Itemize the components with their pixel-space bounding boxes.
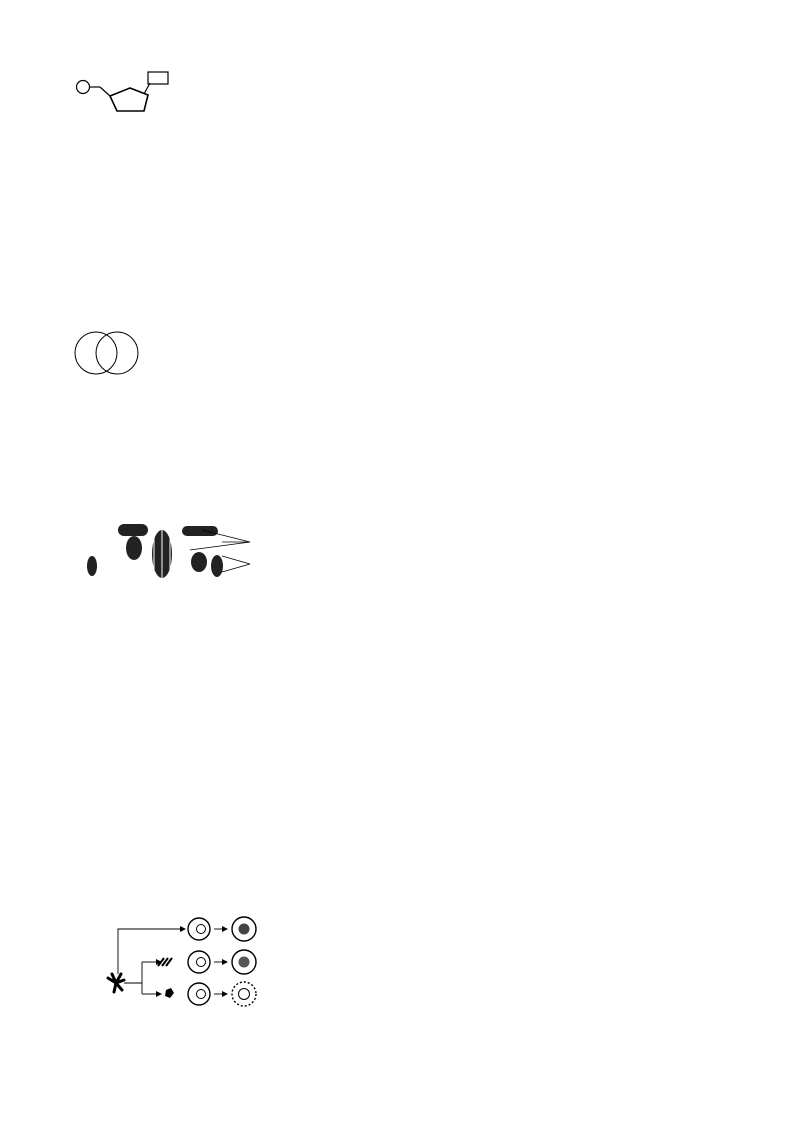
tail-icon — [158, 958, 172, 966]
nucleotide-figure — [72, 68, 172, 116]
nuclear-protein-icon — [108, 974, 124, 992]
cell-membrane-figure — [72, 520, 272, 582]
nuclear-protein-experiment-figure — [72, 900, 272, 1010]
venn-diagram — [72, 330, 142, 376]
head-icon — [165, 988, 174, 998]
q5-options — [73, 126, 753, 144]
pentose-sugar — [110, 88, 148, 111]
